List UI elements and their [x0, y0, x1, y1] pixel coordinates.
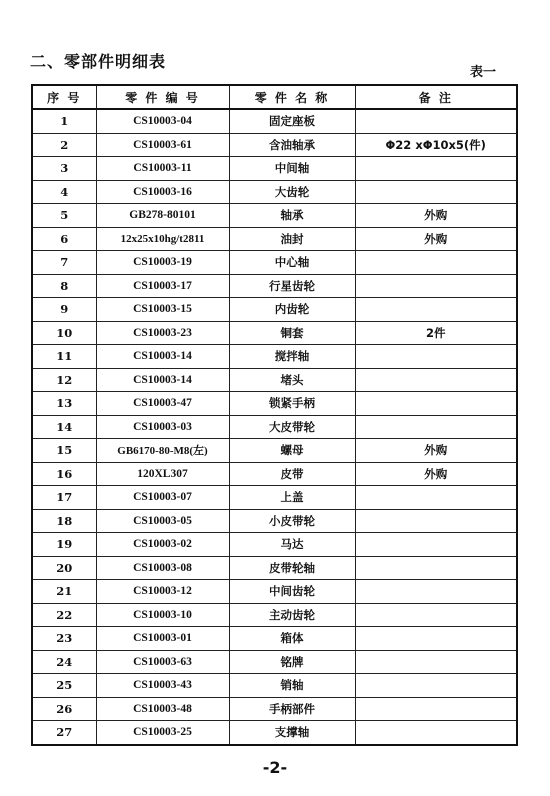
cell-serial-number: 26 [32, 697, 96, 721]
cell-part-name: 大皮带轮 [229, 415, 355, 439]
table-row [32, 486, 517, 510]
cell-serial-number: 23 [32, 627, 96, 651]
page-number: -2- [262, 758, 288, 777]
table-row [32, 204, 517, 228]
cell-remark [355, 368, 517, 392]
cell-part-name: 铭牌 [229, 650, 355, 674]
cell-part-name: 轴承 [229, 204, 355, 228]
cell-serial-number: 25 [32, 674, 96, 698]
cell-serial-number: 13 [32, 392, 96, 416]
cell-part-code: CS10003-61 [96, 133, 229, 157]
cell-part-code: CS10003-16 [96, 180, 229, 204]
table-row [32, 533, 517, 557]
table-row [32, 509, 517, 533]
cell-part-name: 搅拌轴 [229, 345, 355, 369]
cell-part-code: CS10003-02 [96, 533, 229, 557]
cell-part-name: 皮带轮轴 [229, 556, 355, 580]
cell-remark [355, 251, 517, 275]
cell-part-name: 内齿轮 [229, 298, 355, 322]
table-row [32, 580, 517, 604]
table-label: 表一 [470, 65, 497, 80]
cell-serial-number: 18 [32, 509, 96, 533]
cell-remark [355, 415, 517, 439]
cell-serial-number: 16 [32, 462, 96, 486]
cell-part-name: 马达 [229, 533, 355, 557]
cell-remark [355, 603, 517, 627]
cell-remark [355, 109, 517, 133]
cell-remark: Φ22 xΦ10x5(件) [355, 133, 517, 157]
cell-serial-number: 4 [32, 180, 96, 204]
cell-part-name: 皮带 [229, 462, 355, 486]
table-row [32, 368, 517, 392]
cell-part-code: CS10003-10 [96, 603, 229, 627]
cell-serial-number: 12 [32, 368, 96, 392]
cell-remark [355, 180, 517, 204]
table-header-row [32, 85, 517, 109]
cell-remark [355, 627, 517, 651]
table-row [32, 627, 517, 651]
cell-part-code: CS10003-14 [96, 368, 229, 392]
cell-part-code: CS10003-63 [96, 650, 229, 674]
cell-serial-number: 8 [32, 274, 96, 298]
cell-remark: 外购 [355, 439, 517, 463]
cell-part-code: GB6170-80-M8(左) [96, 439, 229, 463]
cell-part-code: 120XL307 [96, 462, 229, 486]
cell-part-name: 油封 [229, 227, 355, 251]
table-row [32, 603, 517, 627]
cell-remark [355, 674, 517, 698]
cell-remark: 外购 [355, 462, 517, 486]
table-row [32, 274, 517, 298]
cell-part-code: CS10003-48 [96, 697, 229, 721]
cell-remark [355, 274, 517, 298]
cell-remark [355, 486, 517, 510]
table-row [32, 109, 517, 133]
table-row [32, 298, 517, 322]
cell-part-name: 含油轴承 [229, 133, 355, 157]
cell-part-name: 行星齿轮 [229, 274, 355, 298]
cell-serial-number: 2 [32, 133, 96, 157]
table-row [32, 650, 517, 674]
cell-remark [355, 697, 517, 721]
section-heading: 二、零部件明细表 [30, 52, 167, 71]
cell-part-code: GB278-80101 [96, 204, 229, 228]
cell-serial-number: 6 [32, 227, 96, 251]
cell-serial-number: 9 [32, 298, 96, 322]
cell-part-name: 小皮带轮 [229, 509, 355, 533]
cell-remark [355, 509, 517, 533]
cell-remark [355, 650, 517, 674]
cell-remark: 外购 [355, 227, 517, 251]
cell-part-code: CS10003-05 [96, 509, 229, 533]
cell-part-name: 主动齿轮 [229, 603, 355, 627]
cell-serial-number: 5 [32, 204, 96, 228]
cell-part-code: CS10003-25 [96, 721, 229, 745]
cell-serial-number: 1 [32, 109, 96, 133]
cell-serial-number: 24 [32, 650, 96, 674]
cell-part-code: CS10003-01 [96, 627, 229, 651]
cell-remark [355, 298, 517, 322]
cell-part-name: 上盖 [229, 486, 355, 510]
cell-remark [355, 392, 517, 416]
cell-part-name: 螺母 [229, 439, 355, 463]
cell-serial-number: 11 [32, 345, 96, 369]
cell-serial-number: 7 [32, 251, 96, 275]
table-row [32, 157, 517, 181]
cell-serial-number: 20 [32, 556, 96, 580]
cell-part-name: 中间轴 [229, 157, 355, 181]
table-row [32, 415, 517, 439]
cell-part-name: 固定座板 [229, 109, 355, 133]
cell-part-code: CS10003-17 [96, 274, 229, 298]
cell-part-code: CS10003-47 [96, 392, 229, 416]
table-row [32, 462, 517, 486]
column-header-code: 零 件 编 号 [96, 85, 229, 109]
cell-part-name: 堵头 [229, 368, 355, 392]
cell-serial-number: 14 [32, 415, 96, 439]
parts-list-table [31, 84, 518, 746]
cell-part-name: 中间齿轮 [229, 580, 355, 604]
table-row [32, 392, 517, 416]
cell-serial-number: 27 [32, 721, 96, 745]
cell-remark: 外购 [355, 204, 517, 228]
cell-part-code: CS10003-03 [96, 415, 229, 439]
cell-remark [355, 721, 517, 745]
cell-part-code: 12x25x10hg/t2811 [96, 227, 229, 251]
cell-remark [355, 556, 517, 580]
table-row [32, 345, 517, 369]
cell-part-code: CS10003-23 [96, 321, 229, 345]
table-row [32, 556, 517, 580]
table-row [32, 321, 517, 345]
cell-part-name: 销轴 [229, 674, 355, 698]
cell-remark [355, 533, 517, 557]
cell-part-name: 支撑轴 [229, 721, 355, 745]
cell-serial-number: 17 [32, 486, 96, 510]
table-row [32, 227, 517, 251]
table-row [32, 251, 517, 275]
cell-part-code: CS10003-43 [96, 674, 229, 698]
cell-remark: 2件 [355, 321, 517, 345]
column-header-name: 零 件 名 称 [229, 85, 355, 109]
cell-part-name: 手柄部件 [229, 697, 355, 721]
cell-part-name: 铜套 [229, 321, 355, 345]
cell-part-code: CS10003-12 [96, 580, 229, 604]
cell-part-name: 大齿轮 [229, 180, 355, 204]
cell-part-code: CS10003-11 [96, 157, 229, 181]
table-body [32, 109, 517, 745]
cell-serial-number: 15 [32, 439, 96, 463]
cell-part-code: CS10003-08 [96, 556, 229, 580]
cell-remark [355, 345, 517, 369]
cell-part-code: CS10003-07 [96, 486, 229, 510]
cell-part-name: 中心轴 [229, 251, 355, 275]
cell-serial-number: 3 [32, 157, 96, 181]
cell-part-code: CS10003-19 [96, 251, 229, 275]
cell-part-name: 锁紧手柄 [229, 392, 355, 416]
cell-serial-number: 19 [32, 533, 96, 557]
cell-remark [355, 157, 517, 181]
column-header-note: 备 注 [355, 85, 517, 109]
cell-part-code: CS10003-14 [96, 345, 229, 369]
table-row [32, 674, 517, 698]
table-row [32, 721, 517, 745]
table-row [32, 180, 517, 204]
table-row [32, 133, 517, 157]
column-header-no: 序 号 [32, 85, 96, 109]
cell-remark [355, 580, 517, 604]
table-row [32, 439, 517, 463]
cell-part-name: 箱体 [229, 627, 355, 651]
cell-serial-number: 10 [32, 321, 96, 345]
cell-serial-number: 21 [32, 580, 96, 604]
cell-part-code: CS10003-04 [96, 109, 229, 133]
table-row [32, 697, 517, 721]
cell-serial-number: 22 [32, 603, 96, 627]
cell-part-code: CS10003-15 [96, 298, 229, 322]
